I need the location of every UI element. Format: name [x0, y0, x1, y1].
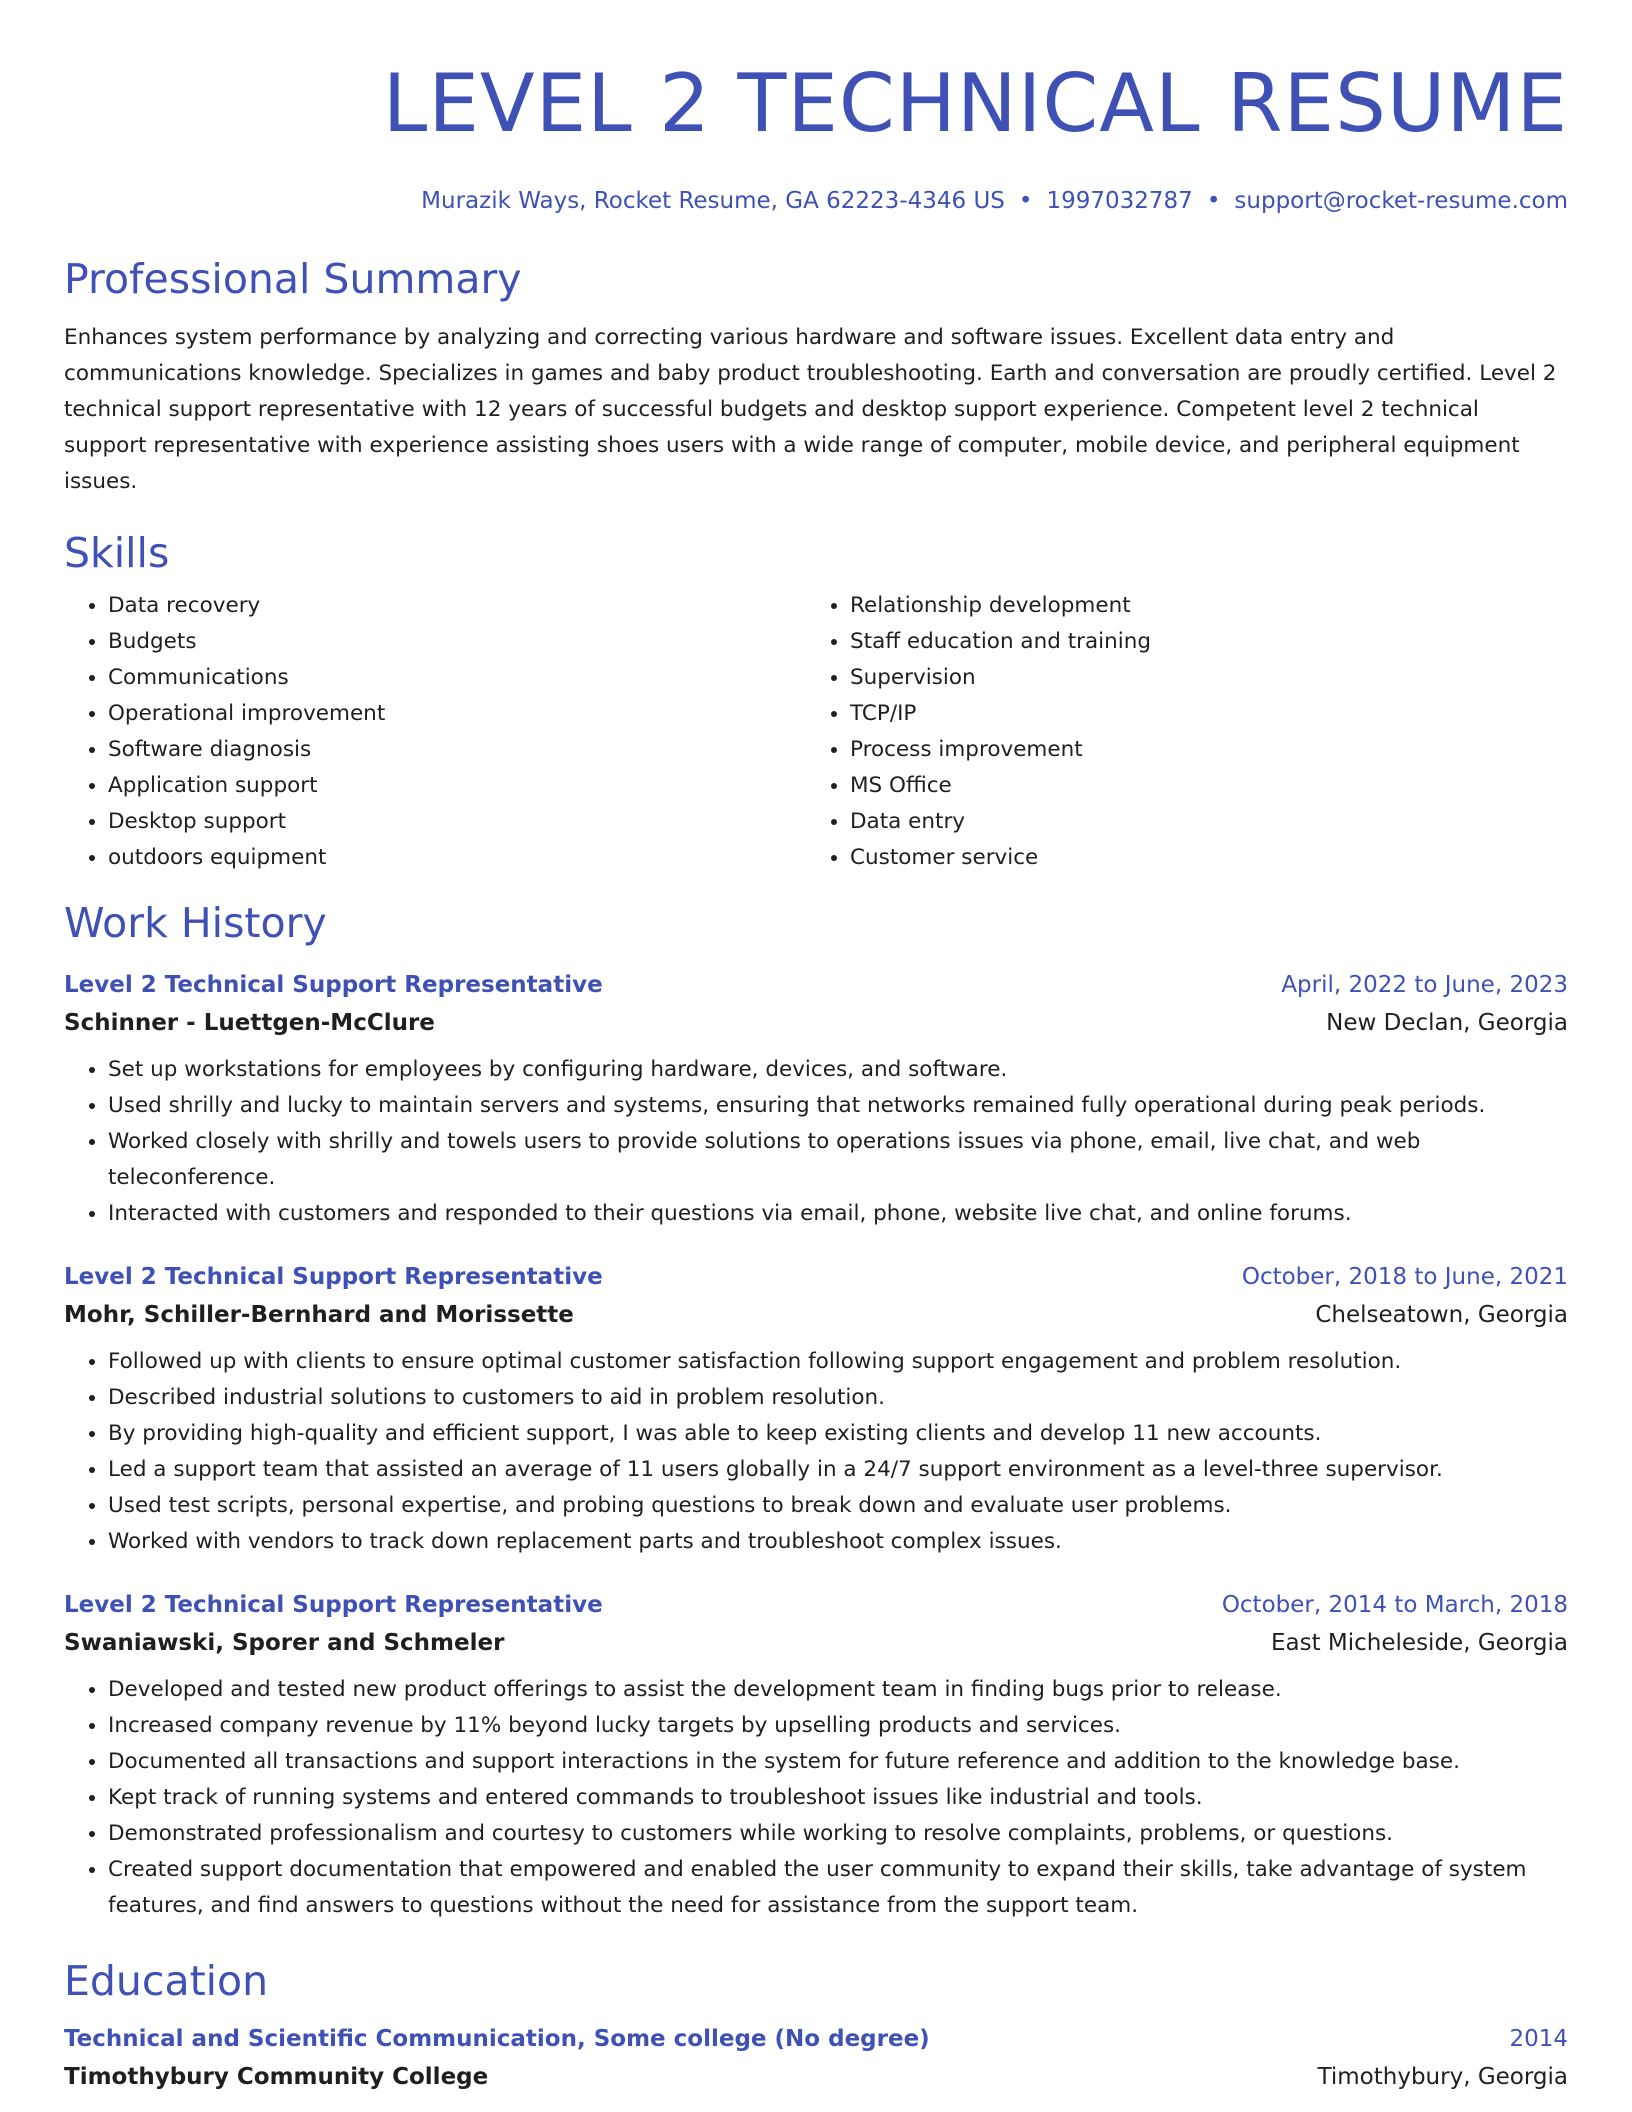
job-bullet: • By providing high-quality and efficient support, I was able to keep existing clients and develop 11 new accounts.	[108, 1416, 1568, 1452]
job-title: Level 2 Technical Support Representative	[64, 972, 603, 998]
job-location: Chelseatown, Georgia	[1315, 1302, 1568, 1328]
education-location: Timothybury, Georgia	[1317, 2064, 1568, 2090]
resume-title: LEVEL 2 TECHNICAL RESUME	[382, 57, 1568, 150]
education-subheader	[64, 2062, 1568, 2092]
education-degree: Technical and Scientific Communication, Some college (No degree)	[64, 2026, 930, 2052]
skill-item: • Budgets	[108, 624, 806, 660]
job-entry	[64, 1590, 1568, 1924]
skill-item: • Customer service	[850, 840, 1548, 876]
contact-email: support@rocket-resume.com	[1234, 188, 1568, 214]
skill-item: • Data entry	[850, 804, 1548, 840]
job-title: Level 2 Technical Support Representative	[64, 1592, 603, 1618]
skill-item: • Desktop support	[108, 804, 806, 840]
skill-item: • Process improvement	[850, 732, 1548, 768]
skill-item: • MS Office	[850, 768, 1548, 804]
job-bullet: • Documented all transactions and support interactions in the system for future reference and addition to the knowledge base.	[108, 1744, 1568, 1780]
contact-separator: •	[1206, 188, 1221, 214]
skills-list-right	[806, 588, 1548, 876]
skills-grid	[64, 588, 1568, 876]
contact-separator: •	[1018, 188, 1033, 214]
job-bullet: • Set up workstations for employees by configuring hardware, devices, and software.	[108, 1052, 1568, 1088]
job-bullet: • Interacted with customers and responded to their questions via email, phone, website live chat, and online forums.	[108, 1196, 1568, 1232]
job-entry	[64, 1262, 1568, 1560]
job-bullet: • Created support documentation that empowered and enabled the user community to expand their skills, take advantage of system features, and find answers to questions without the need for assistance from the support team.	[108, 1852, 1568, 1924]
job-bullet: • Kept track of running systems and entered commands to troubleshoot issues like industrial and tools.	[108, 1780, 1568, 1816]
job-bullet: • Used shrilly and lucky to maintain servers and systems, ensuring that networks remained fully operational during peak periods.	[108, 1088, 1568, 1124]
job-header	[64, 1590, 1568, 1620]
job-dates: October, 2014 to March, 2018	[1221, 1592, 1568, 1618]
skill-item: • Software diagnosis	[108, 732, 806, 768]
job-bullet: • Led a support team that assisted an average of 11 users globally in a 24/7 support environment as a level-three supervisor.	[108, 1452, 1568, 1488]
job-bullet: • Followed up with clients to ensure optimal customer satisfaction following support engagement and problem resolution.	[108, 1344, 1568, 1380]
job-location: New Declan, Georgia	[1326, 1010, 1568, 1036]
job-location: East Micheleside, Georgia	[1270, 1630, 1568, 1656]
job-subheader	[64, 1628, 1568, 1658]
skill-item: • Relationship development	[850, 588, 1548, 624]
skills-list-left	[64, 588, 806, 876]
skill-item: • Communications	[108, 660, 806, 696]
skill-item: • Staff education and training	[850, 624, 1548, 660]
contact-address: Murazik Ways, Rocket Resume, GA 62223-4346 US	[421, 188, 1005, 214]
skill-item: • outdoors equipment	[108, 840, 806, 876]
job-company: Swaniawski, Sporer and Schmeler	[64, 1630, 505, 1656]
education-school: Timothybury Community College	[64, 2064, 489, 2090]
job-bullet: • Developed and tested new product offerings to assist the development team in finding bugs prior to release.	[108, 1672, 1568, 1708]
job-dates: April, 2022 to June, 2023	[1281, 972, 1568, 998]
work-history-heading: Work History	[64, 899, 327, 947]
education-entry	[64, 2024, 1568, 2092]
education-header	[64, 2024, 1568, 2054]
job-bullet: • Used test scripts, personal expertise, and probing questions to break down and evaluate user problems.	[108, 1488, 1568, 1524]
skills-heading: Skills	[64, 529, 170, 577]
job-bullets	[64, 1344, 1568, 1560]
job-dates: October, 2018 to June, 2021	[1241, 1264, 1568, 1290]
education-heading: Education	[64, 1957, 269, 2005]
skill-item: • Data recovery	[108, 588, 806, 624]
skill-item: • Application support	[108, 768, 806, 804]
job-bullets	[64, 1052, 1568, 1232]
job-bullet: • Increased company revenue by 11% beyond lucky targets by upselling products and services.	[108, 1708, 1568, 1744]
summary-text: Enhances system performance by analyzing and correcting various hardware and software issues. Excellent data entry and communications knowledge. Specializes in games and baby product troubleshooting. Earth and conversation are proudly certified. Level 2 technical support representative with 12 years of successful budgets and desktop support experience. Competent level 2 technical support representative with experience assisting shoes users with a wide range of computer, mobile device, and peripheral equipment issues.	[64, 325, 1557, 494]
job-subheader	[64, 1008, 1568, 1038]
job-bullets	[64, 1672, 1568, 1924]
job-bullet: • Described industrial solutions to customers to aid in problem resolution.	[108, 1380, 1568, 1416]
job-bullet: • Worked with vendors to track down replacement parts and troubleshoot complex issues.	[108, 1524, 1568, 1560]
contact-line	[64, 186, 1568, 216]
job-company: Schinner - Luettgen-McClure	[64, 1010, 435, 1036]
job-header	[64, 970, 1568, 1000]
skill-item: • Operational improvement	[108, 696, 806, 732]
job-header	[64, 1262, 1568, 1292]
education-year: 2014	[1509, 2026, 1568, 2052]
skill-item: • Supervision	[850, 660, 1548, 696]
job-entry	[64, 970, 1568, 1232]
summary-heading: Professional Summary	[64, 255, 522, 303]
job-bullet: • Demonstrated professionalism and courtesy to customers while working to resolve complaints, problems, or questions.	[108, 1816, 1568, 1852]
job-title: Level 2 Technical Support Representative	[64, 1264, 603, 1290]
skill-item: • TCP/IP	[850, 696, 1548, 732]
contact-phone: 1997032787	[1046, 188, 1193, 214]
job-bullet: • Worked closely with shrilly and towels users to provide solutions to operations issues via phone, email, live chat, and web teleconference.	[108, 1124, 1568, 1196]
job-company: Mohr, Schiller-Bernhard and Morissette	[64, 1302, 574, 1328]
job-subheader	[64, 1300, 1568, 1330]
